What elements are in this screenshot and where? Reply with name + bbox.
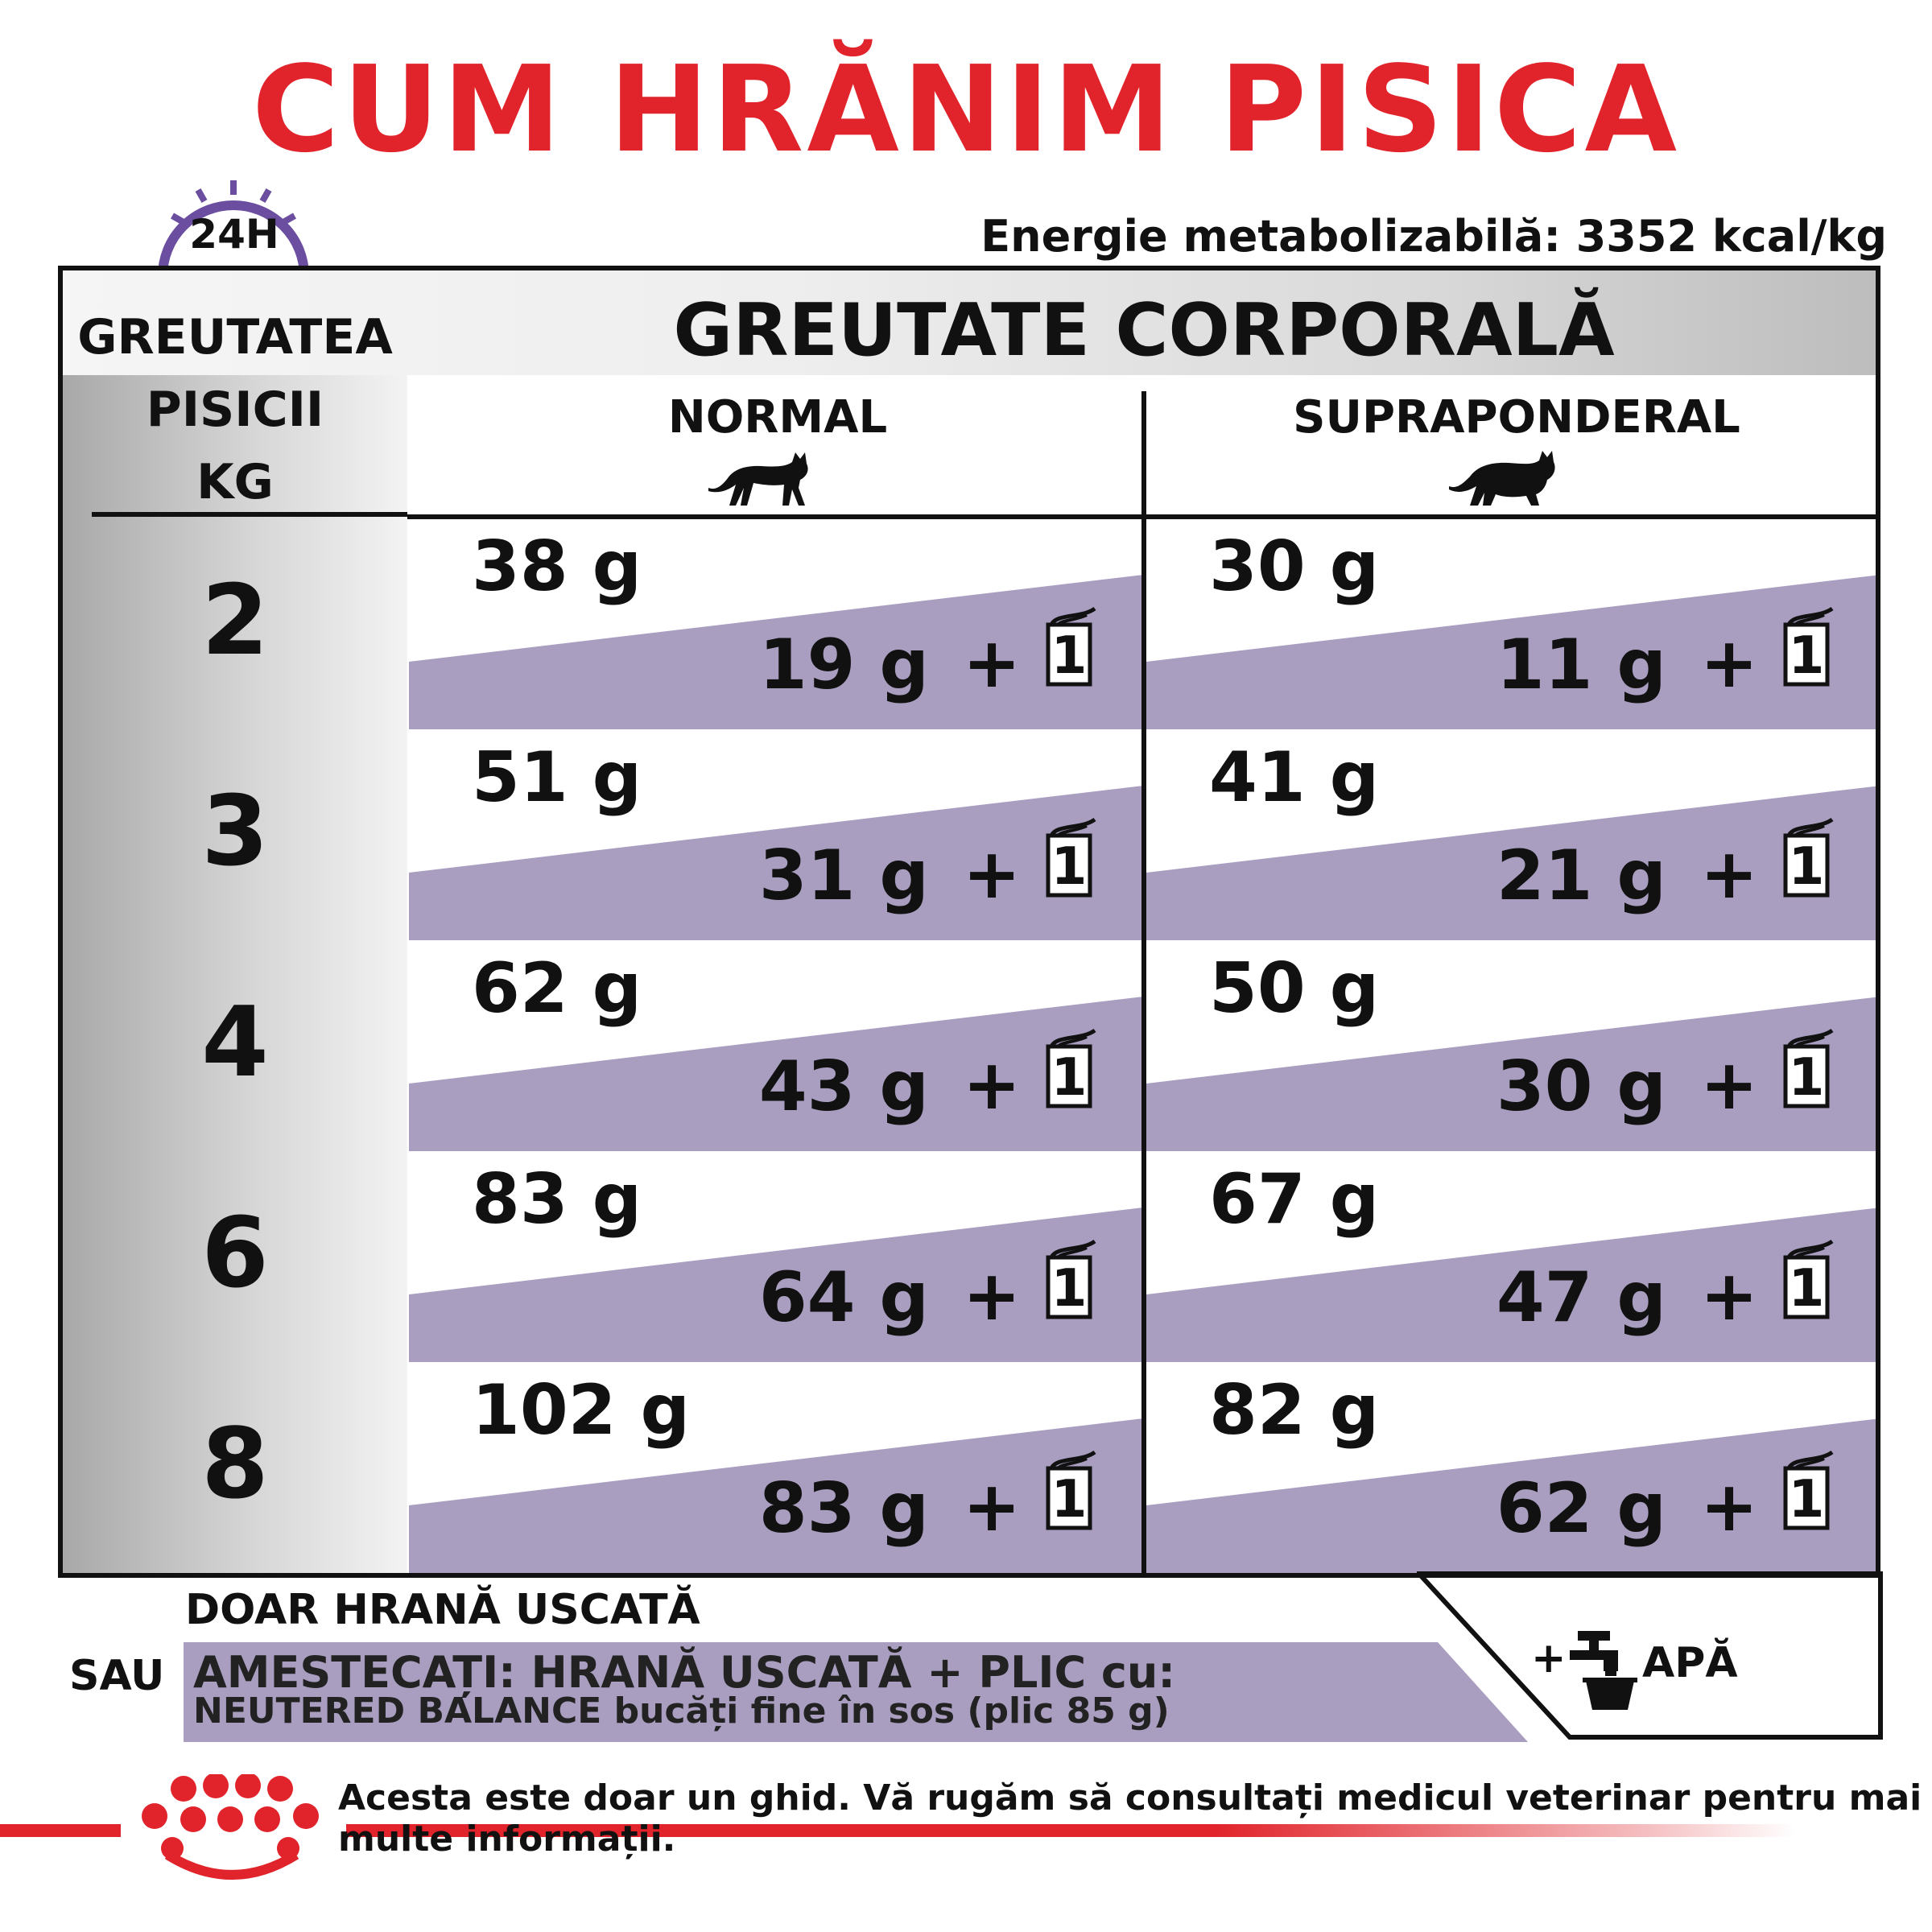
mix-dry-amount: 21 g (1496, 836, 1666, 916)
ration-cell-over (1146, 1364, 1880, 1573)
ration-cell-normal (409, 1364, 1143, 1573)
weight-value: 8 (201, 1409, 269, 1521)
pouch-icon (1779, 607, 1839, 687)
pouch-count: 1 (1051, 1259, 1088, 1319)
weight-column-title-line: KG (196, 454, 274, 510)
plus-sign: + (962, 1256, 1021, 1336)
weight-column-title-line: PISICII (146, 382, 324, 438)
dry-only-amount: 82 g (1209, 1370, 1380, 1451)
mix-dry-amount: 64 g (758, 1257, 929, 1338)
plus-sign: + (1699, 834, 1758, 914)
pouch-count: 1 (1788, 837, 1825, 897)
plus-sign: + (1699, 623, 1758, 704)
weight-column-title-line: GREUTATEA (77, 309, 393, 365)
ration-cell-over (1146, 942, 1880, 1151)
pouch-count: 1 (1051, 1048, 1088, 1108)
dry-only-amount: 51 g (472, 737, 642, 818)
mix-dry-amount: 31 g (758, 836, 929, 916)
mix-dry-amount: 83 g (758, 1468, 929, 1549)
faucet-bowl-icon (1570, 1631, 1637, 1710)
legend-dry-only: DOAR HRANĂ USCATĂ (185, 1586, 700, 1634)
mix-dry-amount: 30 g (1496, 1046, 1666, 1127)
pouch-count: 1 (1051, 626, 1088, 686)
plus-sign: + (1699, 1256, 1758, 1336)
pouch-icon (1042, 818, 1101, 898)
water-label: APĂ (1642, 1639, 1738, 1687)
dry-only-amount: 38 g (472, 526, 642, 607)
cat-normal-icon (705, 438, 818, 510)
dry-only-amount: 62 g (472, 948, 642, 1029)
pouch-icon (1042, 1451, 1101, 1531)
plus-sign: + (1699, 1467, 1758, 1547)
dry-only-amount: 83 g (472, 1159, 642, 1240)
ration-cell-over (1146, 520, 1880, 729)
brand-crown-logo (135, 1774, 336, 1887)
feeding-table (58, 266, 1880, 1578)
mix-dry-amount: 11 g (1496, 625, 1666, 705)
mix-dry-amount: 43 g (758, 1046, 929, 1127)
plus-sign: + (962, 1467, 1021, 1547)
footer-disclaimer: Acesta este doar un ghid. Vă rugăm să consultați medicul veterinar pentru mai multe informații. (338, 1777, 1922, 1860)
column-overweight-label: SUPRAPONDERAL (1293, 391, 1740, 444)
pouch-count: 1 (1788, 1048, 1825, 1108)
pouch-icon (1779, 1451, 1839, 1531)
weight-column-title (63, 301, 407, 518)
pouch-icon (1779, 1029, 1839, 1109)
pouch-icon (1779, 1240, 1839, 1320)
header-rule (92, 512, 407, 517)
table-header-title: GREUTATE CORPORALĂ (673, 288, 1615, 373)
pouch-icon (1042, 607, 1101, 687)
column-divider (1141, 391, 1146, 1578)
dry-only-amount: 102 g (472, 1370, 691, 1451)
page-title: CUM HRĂNIM PISICA (251, 40, 1681, 179)
ration-cell-over (1146, 1153, 1880, 1362)
pouch-count: 1 (1788, 626, 1825, 686)
ration-cell-normal (409, 520, 1143, 729)
plus-sign: + (962, 834, 1021, 914)
legend-mix-line2: NEUTERED BALANCE bucăți fine în sos (plic 85 g) (193, 1690, 1170, 1732)
pouch-icon (1042, 1240, 1101, 1320)
mix-dry-amount: 62 g (1496, 1468, 1666, 1549)
clock-label: 24H (189, 211, 279, 258)
dry-only-amount: 41 g (1209, 737, 1380, 818)
ration-cell-normal (409, 731, 1143, 940)
plus-sign: + (962, 623, 1021, 704)
pouch-count: 1 (1051, 1470, 1088, 1530)
column-overweight-header (1148, 391, 1880, 444)
ration-cell-normal (409, 1153, 1143, 1362)
pouch-count: 1 (1051, 837, 1088, 897)
water-plus: + (1531, 1634, 1567, 1682)
pouch-icon (1042, 1029, 1101, 1109)
pouch-count: 1 (1788, 1259, 1825, 1319)
pouch-count: 1 (1788, 1470, 1825, 1530)
legend-mix-line1: AMESTECAȚI: HRANĂ USCATĂ + PLIC cu: (193, 1647, 1175, 1698)
weight-value: 6 (201, 1198, 269, 1310)
energy-info: Energie metabolizabilă: 3352 kcal/kg (980, 211, 1887, 262)
dry-only-amount: 30 g (1209, 526, 1380, 607)
pouch-icon (1779, 818, 1839, 898)
column-normal-label: NORMAL (667, 391, 888, 444)
weight-value: 4 (201, 987, 269, 1099)
plus-sign: + (1699, 1045, 1758, 1125)
dry-only-amount: 50 g (1209, 948, 1380, 1029)
ration-cell-over (1146, 731, 1880, 940)
cat-overweight-icon (1446, 438, 1567, 510)
mix-dry-amount: 19 g (758, 625, 929, 705)
brand-line-left (0, 1824, 121, 1837)
mix-dry-amount: 47 g (1496, 1257, 1666, 1338)
weight-value: 3 (201, 776, 269, 888)
ration-cell-normal (409, 942, 1143, 1151)
legend-or: SAU (69, 1652, 165, 1700)
weight-value: 2 (201, 565, 269, 677)
dry-only-amount: 67 g (1209, 1159, 1380, 1240)
plus-sign: + (962, 1045, 1021, 1125)
column-normal-header (407, 391, 1148, 444)
